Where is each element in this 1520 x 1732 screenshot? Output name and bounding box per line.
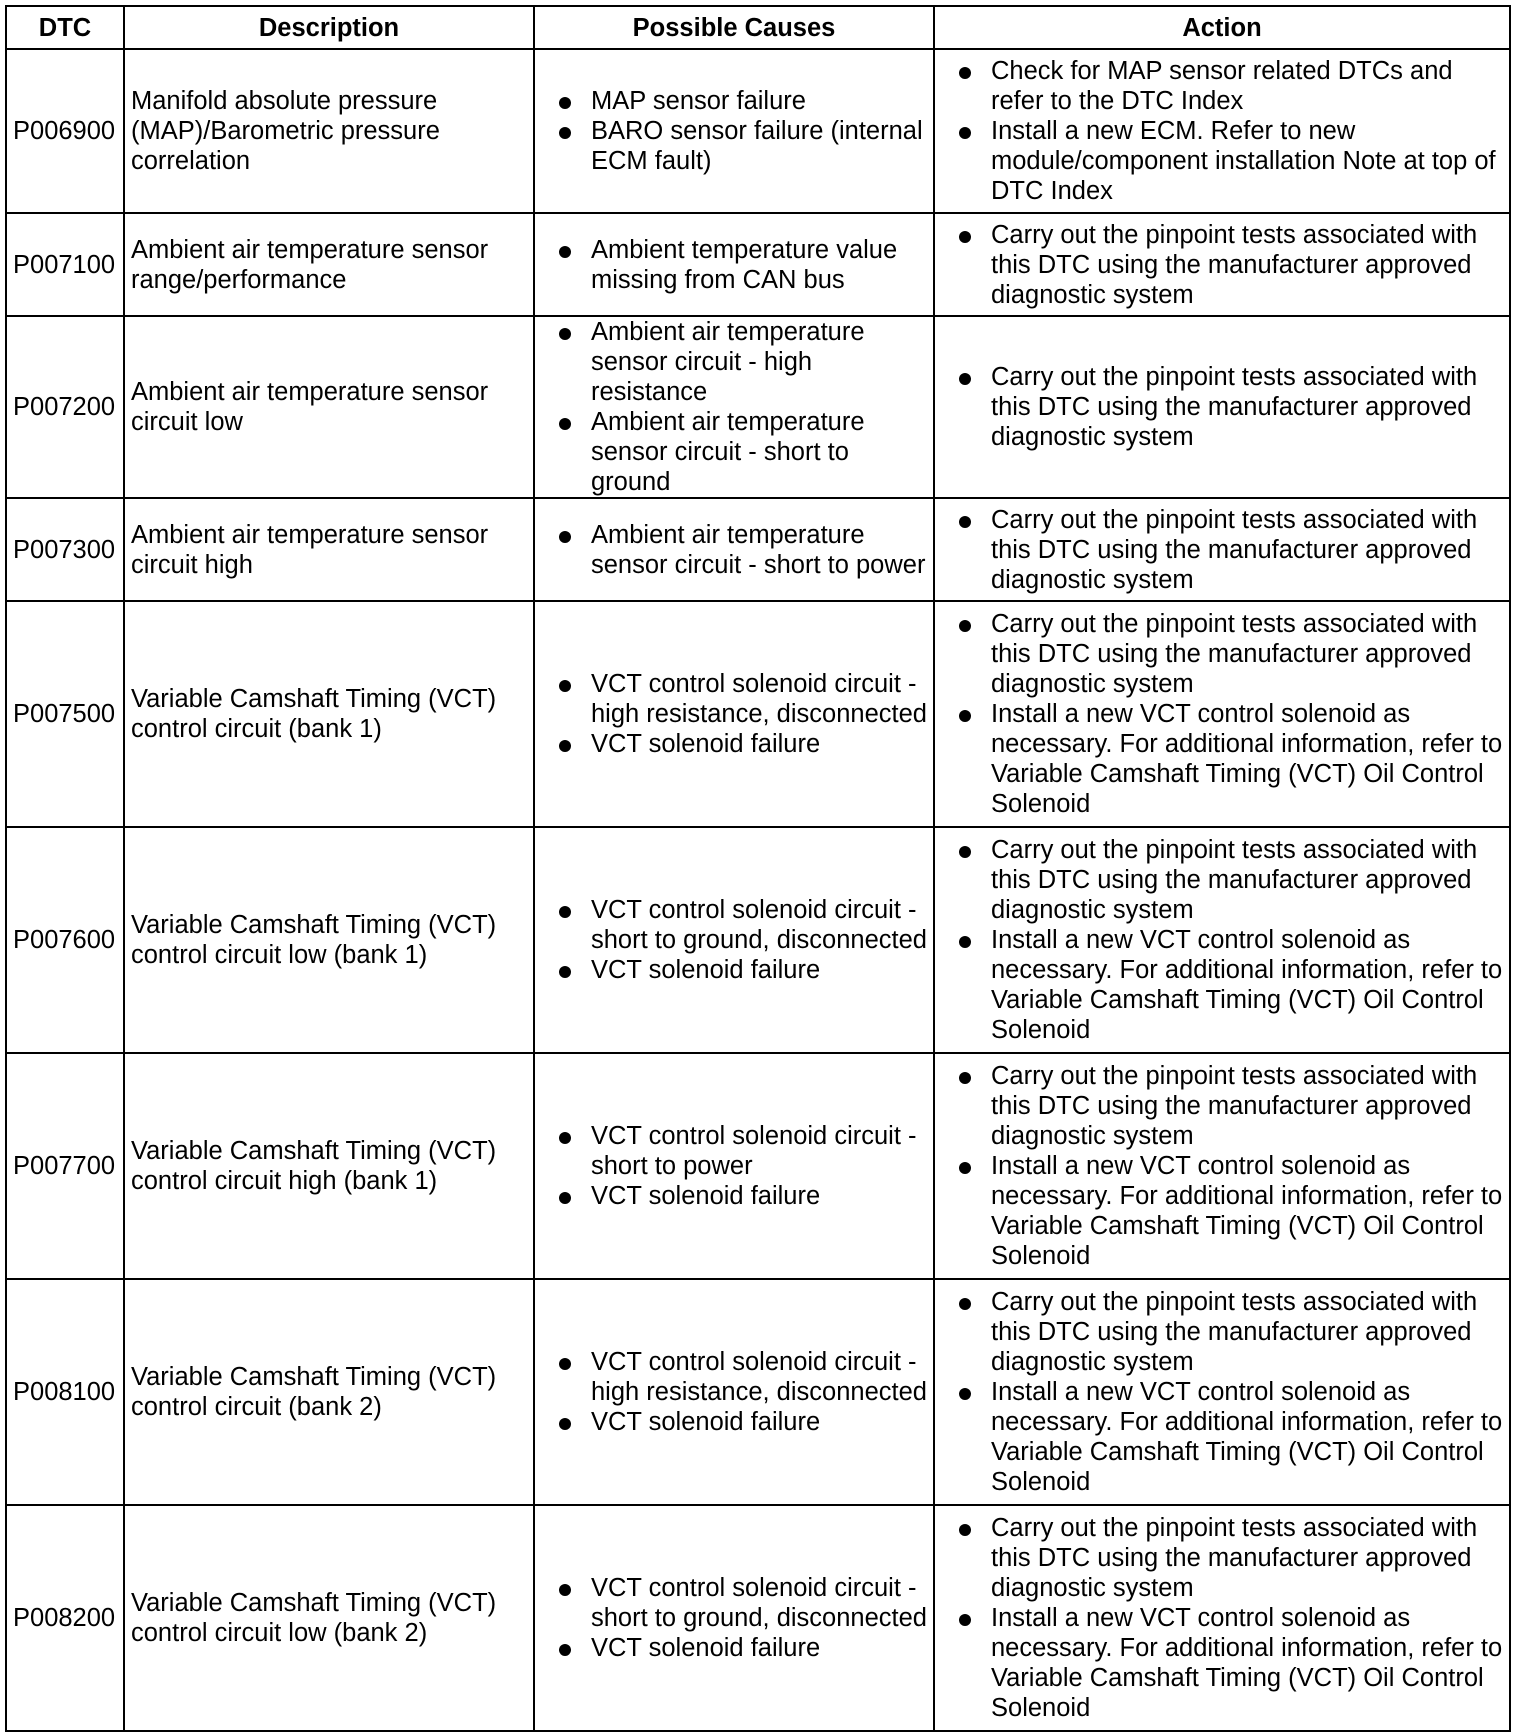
cause-item: VCT control solenoid circuit - short to ground, disconnected <box>557 895 929 955</box>
cause-item: VCT solenoid failure <box>557 955 929 985</box>
possible-causes-cell <box>534 213 934 316</box>
possible-causes-cell <box>534 49 934 213</box>
action-item: Install a new VCT control solenoid as necessary. For additional information, refer to Variable Camshaft Timing (VCT) Oil Control Solenoid <box>957 925 1507 1045</box>
action-item: Install a new VCT control solenoid as necessary. For additional information, refer to Variable Camshaft Timing (VCT) Oil Control Solenoid <box>957 1377 1507 1497</box>
dtc-code: P007600 <box>6 827 124 1053</box>
action-cell <box>934 49 1510 213</box>
cause-item: VCT control solenoid circuit - high resistance, disconnected <box>557 669 929 729</box>
action-item: Install a new VCT control solenoid as necessary. For additional information, refer to Variable Camshaft Timing (VCT) Oil Control Solenoid <box>957 1603 1507 1723</box>
cause-item: VCT control solenoid circuit - short to power <box>557 1121 929 1181</box>
possible-causes-cell <box>534 498 934 601</box>
action-item: Install a new ECM. Refer to new module/component installation Note at top of DTC Index <box>957 116 1507 206</box>
action-item: Install a new VCT control solenoid as necessary. For additional information, refer to Variable Camshaft Timing (VCT) Oil Control Solenoid <box>957 699 1507 819</box>
possible-causes-cell <box>534 1279 934 1505</box>
dtc-description: Variable Camshaft Timing (VCT) control circuit low (bank 2) <box>124 1505 534 1731</box>
dtc-code: P008200 <box>6 1505 124 1731</box>
action-cell <box>934 213 1510 316</box>
table-row <box>6 827 1510 1053</box>
possible-causes-list <box>557 1573 929 1663</box>
header-action: Action <box>934 6 1510 49</box>
action-cell <box>934 498 1510 601</box>
dtc-table-container <box>5 5 1511 1732</box>
cause-item: Ambient air temperature sensor circuit - short to ground <box>557 407 929 497</box>
action-cell <box>934 601 1510 827</box>
dtc-description: Variable Camshaft Timing (VCT) control circuit (bank 1) <box>124 601 534 827</box>
dtc-code: P007200 <box>6 316 124 498</box>
action-item: Carry out the pinpoint tests associated with this DTC using the manufacturer approved diagnostic system <box>957 609 1507 699</box>
cause-item: VCT solenoid failure <box>557 1181 929 1211</box>
action-cell <box>934 827 1510 1053</box>
possible-causes-cell <box>534 316 934 498</box>
dtc-description: Variable Camshaft Timing (VCT) control circuit low (bank 1) <box>124 827 534 1053</box>
action-cell <box>934 1505 1510 1731</box>
cause-item: VCT solenoid failure <box>557 1407 929 1437</box>
table-row <box>6 601 1510 827</box>
dtc-code: P007300 <box>6 498 124 601</box>
cause-item: MAP sensor failure <box>557 86 929 116</box>
table-header-row <box>6 6 1510 49</box>
cause-item: Ambient air temperature sensor circuit - high resistance <box>557 317 929 407</box>
cause-item: VCT control solenoid circuit - high resistance, disconnected <box>557 1347 929 1407</box>
dtc-code: P007700 <box>6 1053 124 1279</box>
table-row <box>6 49 1510 213</box>
dtc-description: Manifold absolute pressure (MAP)/Barometric pressure correlation <box>124 49 534 213</box>
action-item: Carry out the pinpoint tests associated with this DTC using the manufacturer approved diagnostic system <box>957 220 1507 310</box>
action-list <box>957 835 1507 1045</box>
dtc-code: P006900 <box>6 49 124 213</box>
possible-causes-list <box>557 1347 929 1437</box>
action-item: Install a new VCT control solenoid as necessary. For additional information, refer to Variable Camshaft Timing (VCT) Oil Control Solenoid <box>957 1151 1507 1271</box>
action-list <box>957 1513 1507 1723</box>
header-dtc: DTC <box>6 6 124 49</box>
action-item: Carry out the pinpoint tests associated with this DTC using the manufacturer approved diagnostic system <box>957 835 1507 925</box>
action-item: Carry out the pinpoint tests associated with this DTC using the manufacturer approved diagnostic system <box>957 1513 1507 1603</box>
possible-causes-cell <box>534 1053 934 1279</box>
possible-causes-list <box>557 235 929 295</box>
possible-causes-cell <box>534 827 934 1053</box>
action-list <box>957 1287 1507 1497</box>
dtc-description: Ambient air temperature sensor range/performance <box>124 213 534 316</box>
action-item: Carry out the pinpoint tests associated with this DTC using the manufacturer approved diagnostic system <box>957 505 1507 595</box>
possible-causes-list <box>557 317 929 497</box>
table-row <box>6 213 1510 316</box>
possible-causes-list <box>557 1121 929 1211</box>
action-item: Carry out the pinpoint tests associated with this DTC using the manufacturer approved diagnostic system <box>957 362 1507 452</box>
possible-causes-cell <box>534 1505 934 1731</box>
dtc-description: Variable Camshaft Timing (VCT) control circuit (bank 2) <box>124 1279 534 1505</box>
dtc-code: P008100 <box>6 1279 124 1505</box>
action-list <box>957 1061 1507 1271</box>
dtc-table <box>5 5 1511 1732</box>
action-cell <box>934 316 1510 498</box>
dtc-description: Ambient air temperature sensor circuit low <box>124 316 534 498</box>
header-description: Description <box>124 6 534 49</box>
table-row <box>6 1279 1510 1505</box>
cause-item: VCT solenoid failure <box>557 729 929 759</box>
dtc-description: Variable Camshaft Timing (VCT) control circuit high (bank 1) <box>124 1053 534 1279</box>
action-list <box>957 609 1507 819</box>
action-cell <box>934 1279 1510 1505</box>
cause-item: VCT solenoid failure <box>557 1633 929 1663</box>
dtc-description: Ambient air temperature sensor circuit high <box>124 498 534 601</box>
header-possible-causes: Possible Causes <box>534 6 934 49</box>
possible-causes-list <box>557 86 929 176</box>
action-item: Carry out the pinpoint tests associated with this DTC using the manufacturer approved diagnostic system <box>957 1287 1507 1377</box>
table-row <box>6 498 1510 601</box>
possible-causes-list <box>557 669 929 759</box>
possible-causes-list <box>557 895 929 985</box>
table-row <box>6 1053 1510 1279</box>
action-list <box>957 362 1507 452</box>
cause-item: VCT control solenoid circuit - short to ground, disconnected <box>557 1573 929 1633</box>
table-row <box>6 316 1510 498</box>
table-row <box>6 1505 1510 1731</box>
action-item: Carry out the pinpoint tests associated with this DTC using the manufacturer approved diagnostic system <box>957 1061 1507 1151</box>
dtc-code: P007500 <box>6 601 124 827</box>
cause-item: Ambient temperature value missing from CAN bus <box>557 235 929 295</box>
action-cell <box>934 1053 1510 1279</box>
action-list <box>957 505 1507 595</box>
action-item: Check for MAP sensor related DTCs and refer to the DTC Index <box>957 56 1507 116</box>
possible-causes-cell <box>534 601 934 827</box>
possible-causes-list <box>557 520 929 580</box>
cause-item: BARO sensor failure (internal ECM fault) <box>557 116 929 176</box>
action-list <box>957 56 1507 206</box>
dtc-code: P007100 <box>6 213 124 316</box>
cause-item: Ambient air temperature sensor circuit - short to power <box>557 520 929 580</box>
action-list <box>957 220 1507 310</box>
